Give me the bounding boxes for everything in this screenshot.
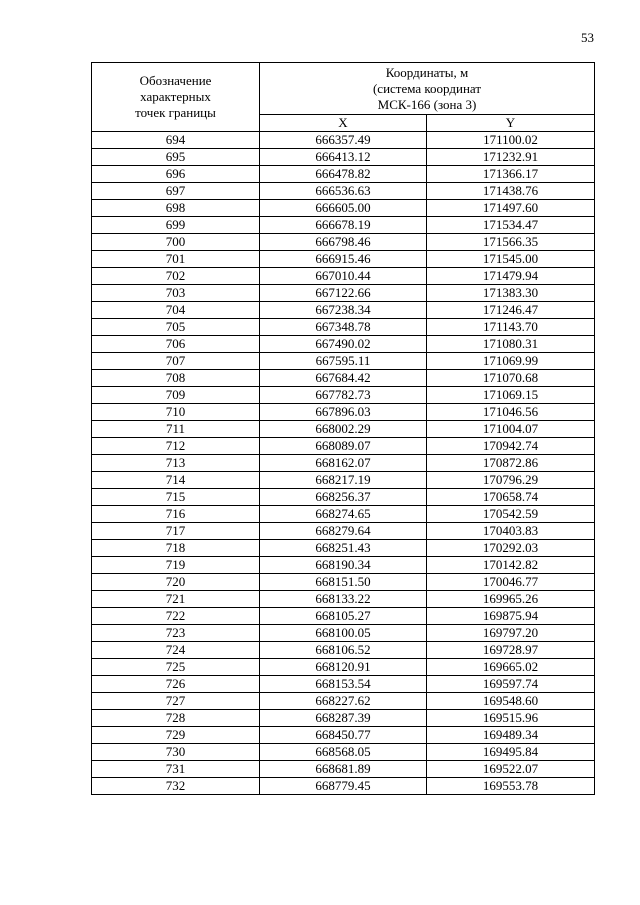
table-row bbox=[92, 540, 595, 557]
x-coordinate-cell: 667684.42 bbox=[260, 370, 427, 387]
y-coordinate-cell: 170142.82 bbox=[427, 557, 595, 574]
y-coordinate-cell: 171366.17 bbox=[427, 166, 595, 183]
point-cell: 694 bbox=[92, 132, 260, 149]
y-coordinate-cell: 169665.02 bbox=[427, 659, 595, 676]
point-cell: 699 bbox=[92, 217, 260, 234]
x-coordinate-cell: 667122.66 bbox=[260, 285, 427, 302]
y-coordinate-cell: 171566.35 bbox=[427, 234, 595, 251]
table-row bbox=[92, 200, 595, 217]
points-column-header bbox=[92, 63, 260, 132]
point-cell: 727 bbox=[92, 693, 260, 710]
coordinates-column-header bbox=[260, 63, 595, 115]
point-cell: 707 bbox=[92, 353, 260, 370]
x-coordinate-cell: 666915.46 bbox=[260, 251, 427, 268]
table-row bbox=[92, 727, 595, 744]
y-coordinate-cell: 169875.94 bbox=[427, 608, 595, 625]
point-cell: 722 bbox=[92, 608, 260, 625]
y-coordinate-cell: 171232.91 bbox=[427, 149, 595, 166]
point-cell: 725 bbox=[92, 659, 260, 676]
table-row bbox=[92, 302, 595, 319]
y-coordinate-cell: 171070.68 bbox=[427, 370, 595, 387]
table-row bbox=[92, 319, 595, 336]
table-row bbox=[92, 557, 595, 574]
point-cell: 713 bbox=[92, 455, 260, 472]
y-coordinate-cell: 171534.47 bbox=[427, 217, 595, 234]
x-coordinate-cell: 668681.89 bbox=[260, 761, 427, 778]
point-cell: 724 bbox=[92, 642, 260, 659]
point-cell: 726 bbox=[92, 676, 260, 693]
y-coordinate-cell: 169522.07 bbox=[427, 761, 595, 778]
table-row bbox=[92, 472, 595, 489]
point-cell: 718 bbox=[92, 540, 260, 557]
table-row bbox=[92, 166, 595, 183]
y-coordinate-cell: 169495.84 bbox=[427, 744, 595, 761]
point-cell: 732 bbox=[92, 778, 260, 795]
x-coordinate-cell: 667490.02 bbox=[260, 336, 427, 353]
x-coordinate-cell: 668100.05 bbox=[260, 625, 427, 642]
table-row bbox=[92, 234, 595, 251]
table-row bbox=[92, 370, 595, 387]
table-row bbox=[92, 693, 595, 710]
point-cell: 729 bbox=[92, 727, 260, 744]
y-coordinate-cell: 169489.34 bbox=[427, 727, 595, 744]
x-coordinate-cell: 667348.78 bbox=[260, 319, 427, 336]
x-coordinate-cell: 668120.91 bbox=[260, 659, 427, 676]
point-cell: 730 bbox=[92, 744, 260, 761]
x-coordinate-cell: 667010.44 bbox=[260, 268, 427, 285]
y-coordinate-cell: 169548.60 bbox=[427, 693, 595, 710]
coords-header-line: Координаты, м bbox=[385, 64, 469, 80]
x-coordinate-cell: 668190.34 bbox=[260, 557, 427, 574]
point-cell: 695 bbox=[92, 149, 260, 166]
table-row bbox=[92, 625, 595, 642]
coords-header-line: (система координат bbox=[372, 80, 482, 96]
x-coordinate-cell: 666536.63 bbox=[260, 183, 427, 200]
y-coordinate-cell: 169515.96 bbox=[427, 710, 595, 727]
point-cell: 697 bbox=[92, 183, 260, 200]
x-coordinate-cell: 668162.07 bbox=[260, 455, 427, 472]
y-coordinate-cell: 169553.78 bbox=[427, 778, 595, 795]
coords-header-line: МСК-166 (зона 3) bbox=[377, 96, 477, 112]
points-header-line: характерных bbox=[140, 89, 211, 104]
x-column-header: X bbox=[260, 115, 427, 132]
y-coordinate-cell: 171246.47 bbox=[427, 302, 595, 319]
x-coordinate-cell: 667782.73 bbox=[260, 387, 427, 404]
y-coordinate-cell: 171100.02 bbox=[427, 132, 595, 149]
x-coordinate-cell: 668251.43 bbox=[260, 540, 427, 557]
x-coordinate-cell: 666478.82 bbox=[260, 166, 427, 183]
point-cell: 706 bbox=[92, 336, 260, 353]
x-coordinate-cell: 666413.12 bbox=[260, 149, 427, 166]
point-cell: 715 bbox=[92, 489, 260, 506]
x-coordinate-cell: 668089.07 bbox=[260, 438, 427, 455]
point-cell: 728 bbox=[92, 710, 260, 727]
x-coordinate-cell: 668450.77 bbox=[260, 727, 427, 744]
point-cell: 711 bbox=[92, 421, 260, 438]
table-row bbox=[92, 455, 595, 472]
point-cell: 705 bbox=[92, 319, 260, 336]
table-row bbox=[92, 489, 595, 506]
x-coordinate-cell: 668002.29 bbox=[260, 421, 427, 438]
table-row bbox=[92, 268, 595, 285]
y-coordinate-cell: 170292.03 bbox=[427, 540, 595, 557]
y-coordinate-cell: 171545.00 bbox=[427, 251, 595, 268]
point-cell: 708 bbox=[92, 370, 260, 387]
y-coordinate-cell: 170942.74 bbox=[427, 438, 595, 455]
y-coordinate-cell: 171069.15 bbox=[427, 387, 595, 404]
point-cell: 702 bbox=[92, 268, 260, 285]
x-coordinate-cell: 668274.65 bbox=[260, 506, 427, 523]
page-number: 53 bbox=[581, 30, 594, 45]
x-coordinate-cell: 668151.50 bbox=[260, 574, 427, 591]
y-coordinate-cell: 171080.31 bbox=[427, 336, 595, 353]
x-coordinate-cell: 668133.22 bbox=[260, 591, 427, 608]
y-coordinate-cell: 170796.29 bbox=[427, 472, 595, 489]
x-coordinate-cell: 667595.11 bbox=[260, 353, 427, 370]
x-coordinate-cell: 668105.27 bbox=[260, 608, 427, 625]
table-header bbox=[92, 63, 595, 132]
table-row bbox=[92, 642, 595, 659]
table-row bbox=[92, 574, 595, 591]
table-row bbox=[92, 608, 595, 625]
y-coordinate-cell: 169965.26 bbox=[427, 591, 595, 608]
y-coordinate-cell: 170658.74 bbox=[427, 489, 595, 506]
y-coordinate-cell: 171069.99 bbox=[427, 353, 595, 370]
table-row bbox=[92, 523, 595, 540]
x-coordinate-cell: 668279.64 bbox=[260, 523, 427, 540]
x-coordinate-cell: 668106.52 bbox=[260, 642, 427, 659]
coordinates-table bbox=[91, 62, 595, 795]
point-cell: 731 bbox=[92, 761, 260, 778]
y-coordinate-cell: 171497.60 bbox=[427, 200, 595, 217]
table-row bbox=[92, 744, 595, 761]
y-coordinate-cell: 169728.97 bbox=[427, 642, 595, 659]
point-cell: 720 bbox=[92, 574, 260, 591]
points-header-line: Обозначение bbox=[139, 73, 212, 88]
x-coordinate-cell: 666798.46 bbox=[260, 234, 427, 251]
y-coordinate-cell: 170403.83 bbox=[427, 523, 595, 540]
point-cell: 721 bbox=[92, 591, 260, 608]
x-coordinate-cell: 668568.05 bbox=[260, 744, 427, 761]
y-coordinate-cell: 171438.76 bbox=[427, 183, 595, 200]
table-row bbox=[92, 285, 595, 302]
point-cell: 704 bbox=[92, 302, 260, 319]
point-cell: 701 bbox=[92, 251, 260, 268]
point-cell: 717 bbox=[92, 523, 260, 540]
y-coordinate-cell: 170542.59 bbox=[427, 506, 595, 523]
table-row bbox=[92, 421, 595, 438]
point-cell: 703 bbox=[92, 285, 260, 302]
x-coordinate-cell: 668287.39 bbox=[260, 710, 427, 727]
table-row bbox=[92, 659, 595, 676]
point-cell: 714 bbox=[92, 472, 260, 489]
table-row bbox=[92, 132, 595, 149]
y-coordinate-cell: 171383.30 bbox=[427, 285, 595, 302]
table-row bbox=[92, 778, 595, 795]
y-column-header: Y bbox=[427, 115, 595, 132]
point-cell: 719 bbox=[92, 557, 260, 574]
y-coordinate-cell: 169797.20 bbox=[427, 625, 595, 642]
table-row bbox=[92, 251, 595, 268]
table-row bbox=[92, 404, 595, 421]
point-cell: 716 bbox=[92, 506, 260, 523]
table-row bbox=[92, 761, 595, 778]
point-cell: 698 bbox=[92, 200, 260, 217]
x-coordinate-cell: 668256.37 bbox=[260, 489, 427, 506]
y-coordinate-cell: 171479.94 bbox=[427, 268, 595, 285]
table-body bbox=[92, 132, 595, 795]
x-coordinate-cell: 668779.45 bbox=[260, 778, 427, 795]
y-coordinate-cell: 171004.07 bbox=[427, 421, 595, 438]
point-cell: 696 bbox=[92, 166, 260, 183]
y-coordinate-cell: 171046.56 bbox=[427, 404, 595, 421]
point-cell: 710 bbox=[92, 404, 260, 421]
table-row bbox=[92, 149, 595, 166]
point-cell: 700 bbox=[92, 234, 260, 251]
x-coordinate-cell: 666605.00 bbox=[260, 200, 427, 217]
point-cell: 712 bbox=[92, 438, 260, 455]
table-row bbox=[92, 710, 595, 727]
x-coordinate-cell: 666357.49 bbox=[260, 132, 427, 149]
x-coordinate-cell: 666678.19 bbox=[260, 217, 427, 234]
y-coordinate-cell: 170046.77 bbox=[427, 574, 595, 591]
table-row bbox=[92, 438, 595, 455]
x-coordinate-cell: 668217.19 bbox=[260, 472, 427, 489]
table-row bbox=[92, 506, 595, 523]
table-row bbox=[92, 387, 595, 404]
y-coordinate-cell: 171143.70 bbox=[427, 319, 595, 336]
table-row bbox=[92, 183, 595, 200]
table-row bbox=[92, 336, 595, 353]
points-header-line: точек границы bbox=[135, 105, 216, 120]
point-cell: 723 bbox=[92, 625, 260, 642]
table-row bbox=[92, 353, 595, 370]
table-row bbox=[92, 676, 595, 693]
table-row bbox=[92, 217, 595, 234]
x-coordinate-cell: 667896.03 bbox=[260, 404, 427, 421]
y-coordinate-cell: 170872.86 bbox=[427, 455, 595, 472]
table-row bbox=[92, 591, 595, 608]
x-coordinate-cell: 668153.54 bbox=[260, 676, 427, 693]
y-coordinate-cell: 169597.74 bbox=[427, 676, 595, 693]
x-coordinate-cell: 668227.62 bbox=[260, 693, 427, 710]
x-coordinate-cell: 667238.34 bbox=[260, 302, 427, 319]
point-cell: 709 bbox=[92, 387, 260, 404]
